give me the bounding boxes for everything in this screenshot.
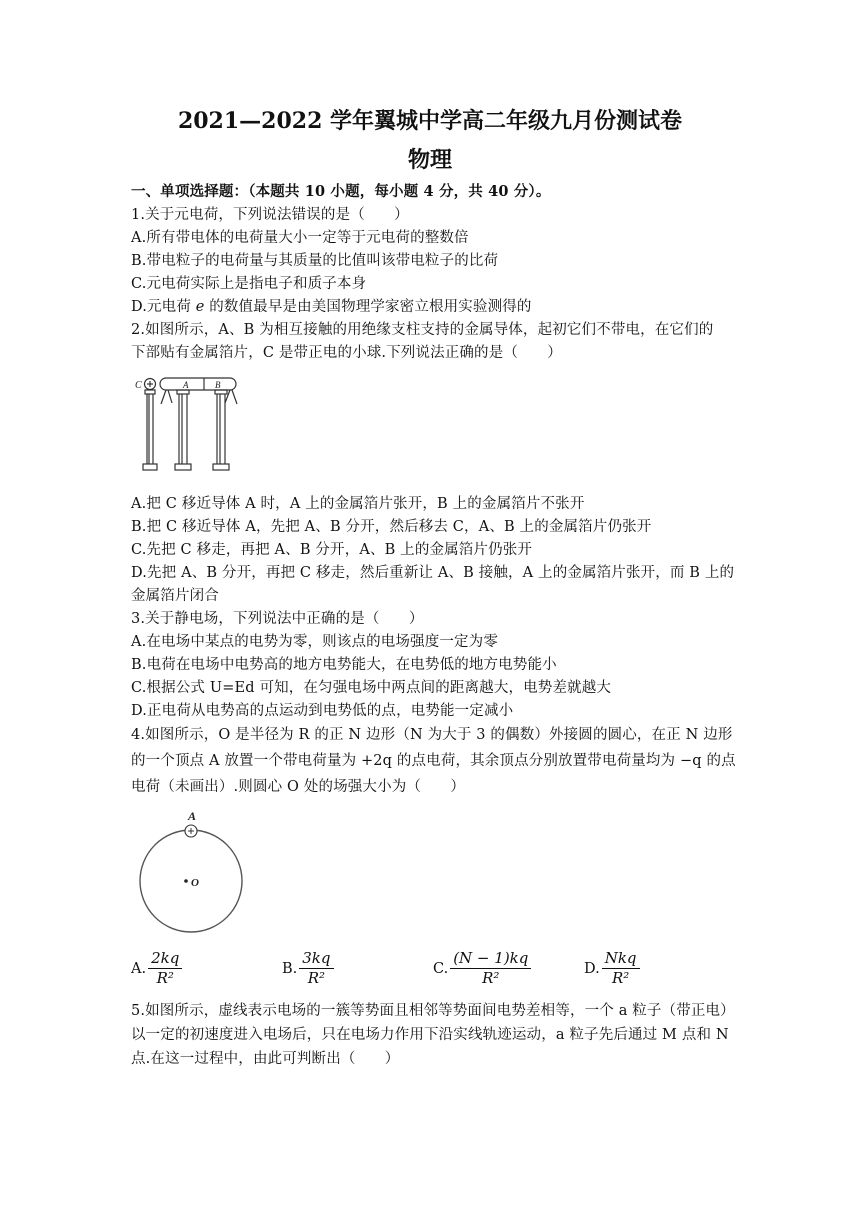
q2-option-a: A.把 C 移近导体 A 时，A 上的金属箔片张开，B 上的金属箔片不张开 bbox=[131, 496, 585, 512]
q2-figure-conductors bbox=[130, 372, 245, 476]
label-a: A bbox=[183, 380, 189, 390]
q4-choice-c: C. $\frac{(N - 1)kq}{\text{R²}}$ bbox=[433, 950, 531, 988]
section-heading: 一、单项选择题：（本题共 10 小题，每小题 4 分，共 40 分）。 bbox=[131, 183, 551, 200]
q2-stem-line1: 2.如图所示，A、B 为相互接触的用绝缘支柱支持的金属导体，起初它们不带电，在它们的 bbox=[131, 322, 714, 338]
q4-stem-line2: 的一个顶点 A 放置一个带电荷量为 +2q 的点电荷，其余顶点分别放置带电荷量均为 −q 的点 bbox=[131, 753, 736, 769]
q1-option-a: A.所有带电体的电荷量大小一定等于元电荷的整数倍 bbox=[131, 230, 469, 246]
q1-option-d: D.元电荷 e 的数值最早是由美国物理学家密立根用实验测得的 bbox=[131, 299, 532, 315]
q5-stem-line3: 点.在这一过程中，由此可判断出（ ） bbox=[131, 1051, 400, 1067]
q3-stem: 3.关于静电场，下列说法中正确的是（ ） bbox=[131, 611, 424, 627]
label-b: B bbox=[215, 380, 221, 390]
q1-stem: 1.关于元电荷，下列说法错误的是（ ） bbox=[131, 207, 409, 223]
q2-stem-line2: 下部贴有金属箔片，C 是带正电的小球.下列说法正确的是（ ） bbox=[131, 345, 562, 361]
q5-stem-line1: 5.如图所示，虚线表示电场的一簇等势面且相邻等势面间电势差相等，一个 a 粒子（带正电） bbox=[131, 1003, 735, 1019]
subject-title: 物理 bbox=[407, 147, 452, 173]
q2-option-b: B.把 C 移近导体 A，先把 A、B 分开，然后移去 C，A、B 上的金属箔片仍张开 bbox=[131, 519, 652, 535]
q4-choice-b: B. $\frac{3kq}{\text{R²}}$ bbox=[282, 950, 334, 988]
label-center-o: O bbox=[191, 877, 199, 889]
q3-option-d: D.正电荷从电势高的点运动到电势低的点，电势能一定减小 bbox=[131, 703, 514, 719]
q3-option-a: A.在电场中某点的电势为零，则该点的电场强度一定为零 bbox=[131, 634, 498, 650]
q1-option-b: B.带电粒子的电荷量与其质量的比值叫该带电粒子的比荷 bbox=[131, 253, 499, 269]
q4-stem-line1: 4.如图所示，O 是半径为 R 的正 N 边形（N 为大于 3 的偶数）外接圆的圆心，在正 N 边形 bbox=[131, 727, 733, 743]
q4-stem-line3: 电荷（未画出）.则圆心 O 处的场强大小为（ ） bbox=[131, 779, 465, 795]
q4-choice-a: A. $\frac{2kq}{\text{R²}}$ bbox=[131, 950, 182, 988]
q3-option-c: C.根据公式 U=Ed 可知，在匀强电场中两点间的距离越大，电势差就越大 bbox=[131, 680, 612, 696]
q2-option-d-line1: D.先把 A、B 分开，再把 C 移走，然后重新让 A、B 接触，A 上的金属箔片张开，而 B 上的 bbox=[131, 565, 735, 581]
q2-option-c: C.先把 C 移走，再把 A、B 分开，A、B 上的金属箔片仍张开 bbox=[131, 542, 533, 558]
q4-figure-circle bbox=[134, 806, 250, 934]
q1-option-c: C.元电荷实际上是指电子和质子本身 bbox=[131, 276, 367, 292]
q2-option-d-line2: 金属箔片闭合 bbox=[131, 588, 219, 604]
label-vertex-a: A bbox=[188, 809, 197, 823]
exam-title: 2021—2022 学年翼城中学高二年级九月份测试卷 bbox=[177, 108, 683, 134]
q4-choice-d: D. $\frac{\text{Nkq}}{\text{R²}}$ bbox=[584, 950, 640, 988]
q5-stem-line2: 以一定的初速度进入电场后，只在电场力作用下沿实线轨迹运动，a 粒子先后通过 M 点和 N bbox=[131, 1027, 729, 1043]
q3-option-b: B.电荷在电场中电势高的地方电势能大，在电势低的地方电势能小 bbox=[131, 657, 557, 673]
label-c: C bbox=[135, 380, 142, 391]
